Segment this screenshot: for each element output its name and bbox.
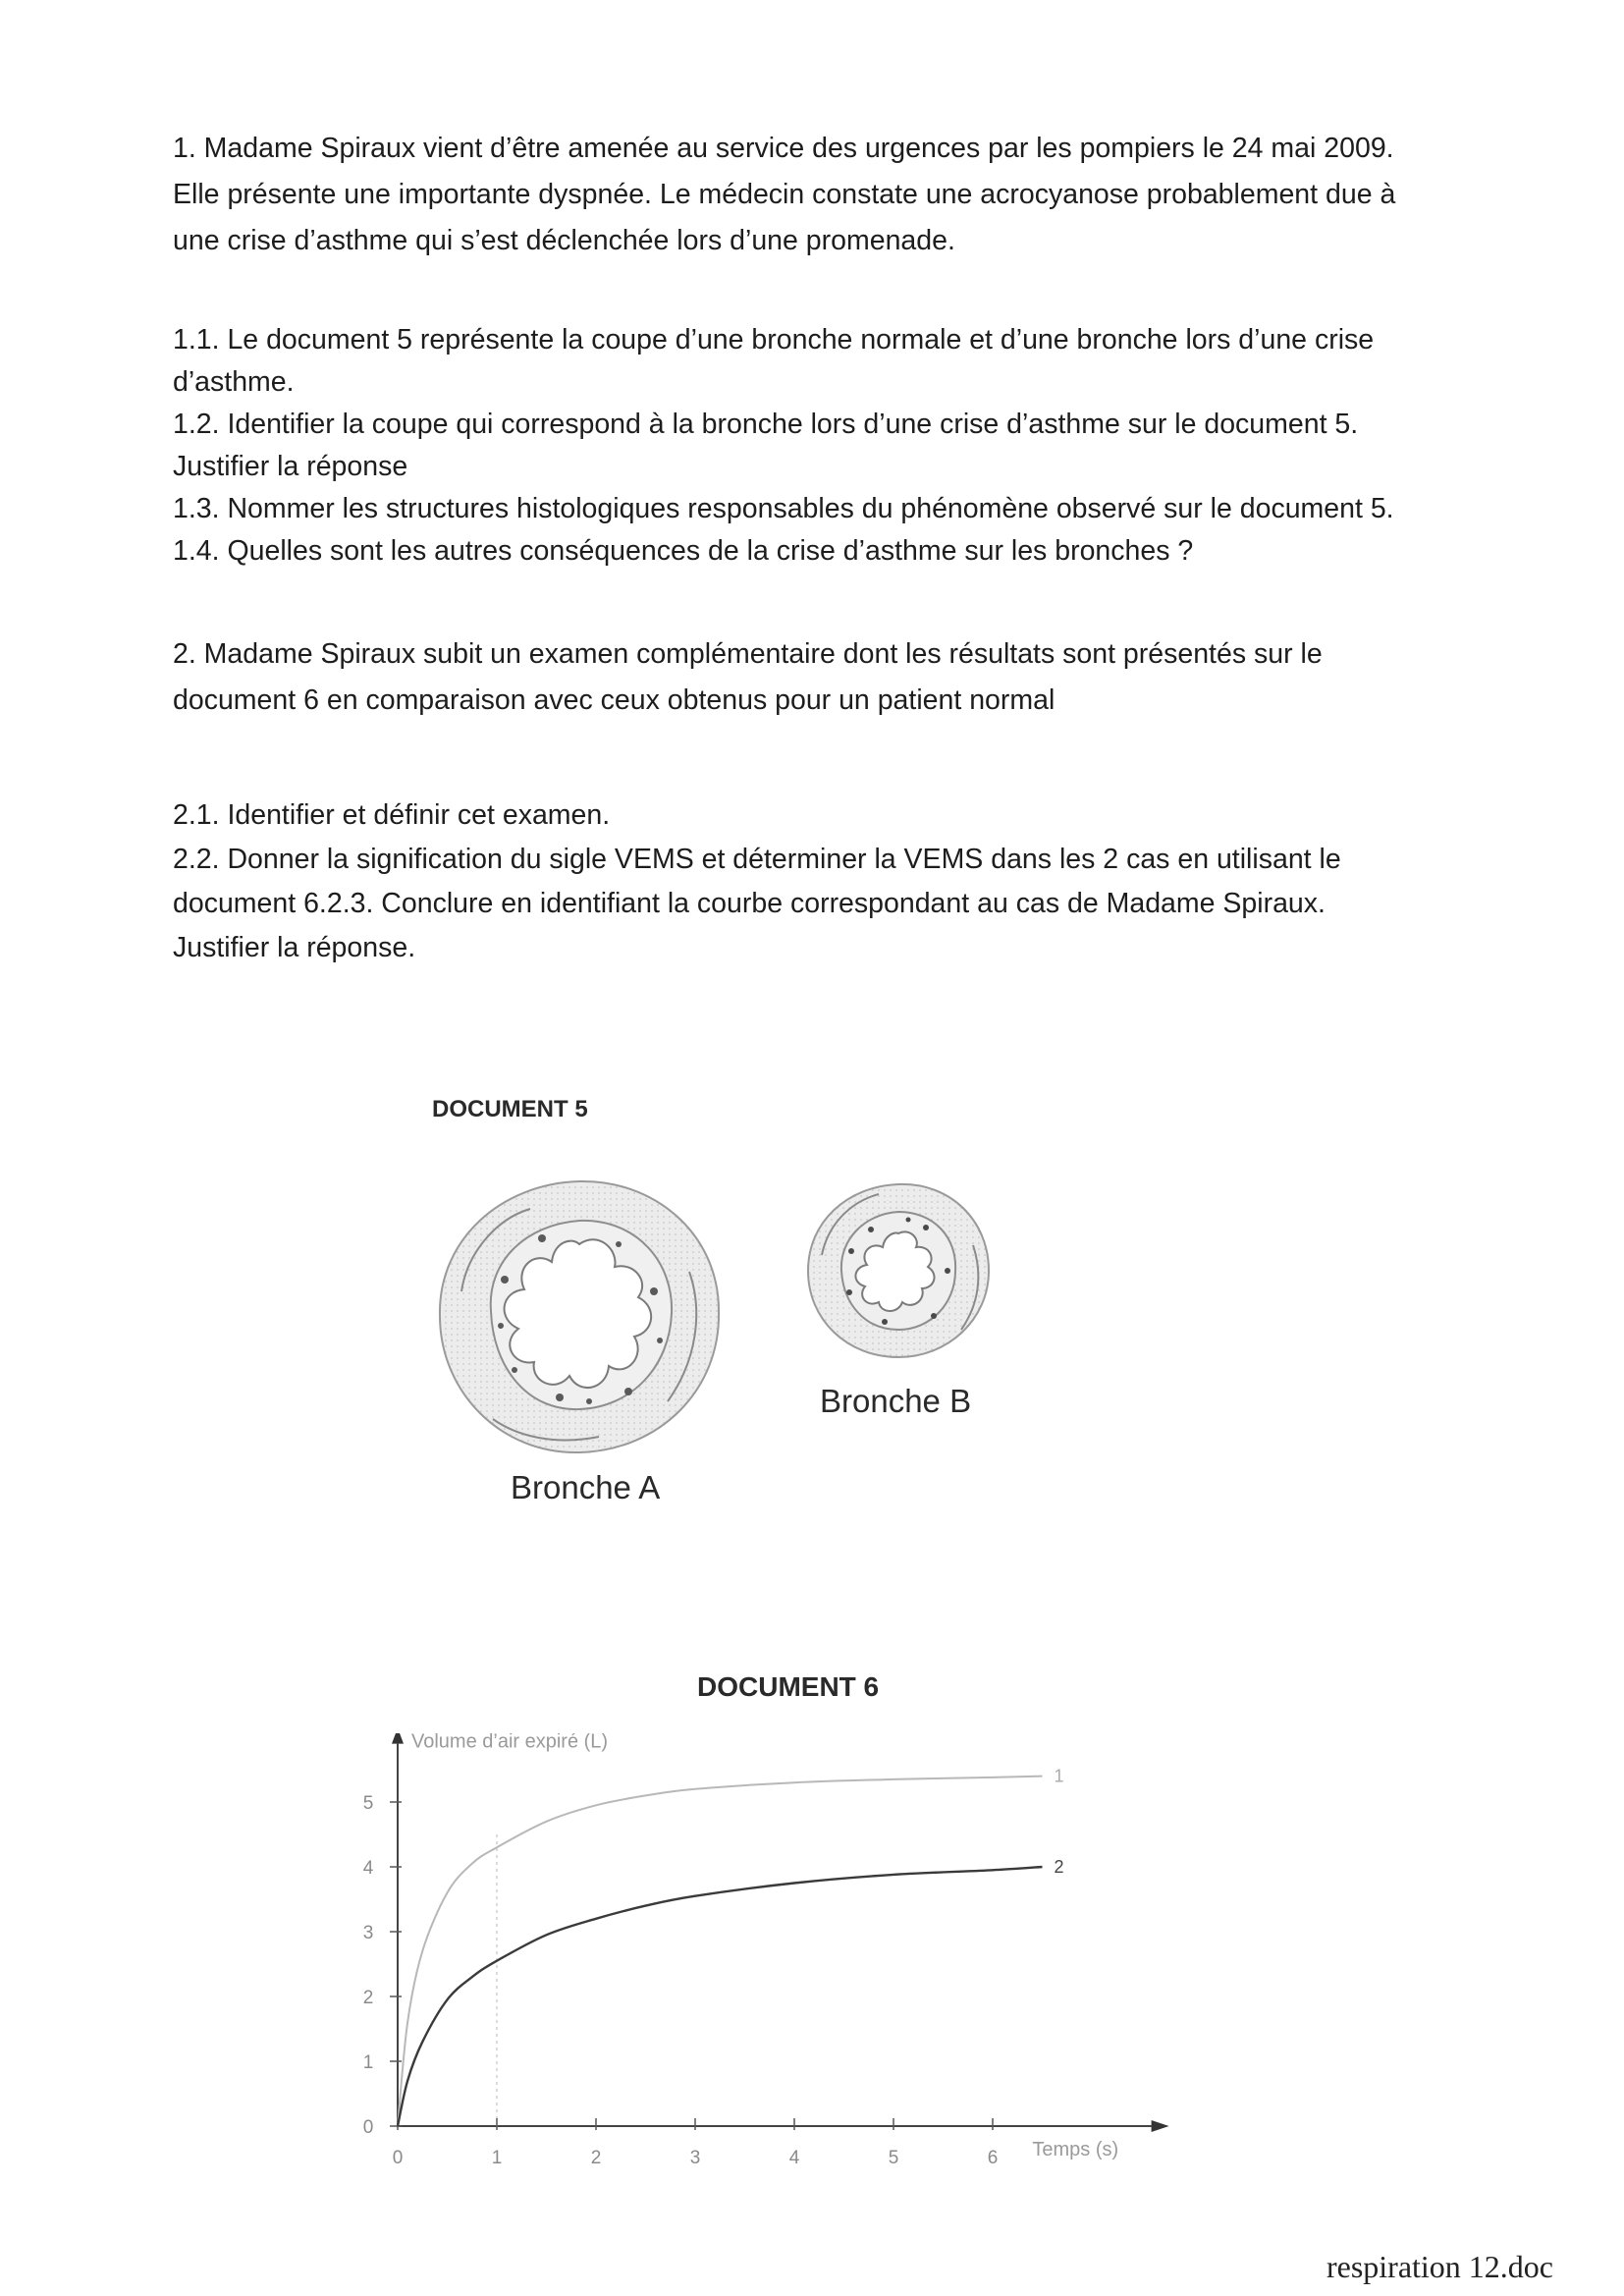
x-tick-label: 5 bbox=[888, 2148, 899, 2168]
question-2-line: 2. Madame Spiraux subit un examen complémentaire dont les résultats sont présentés sur le bbox=[173, 638, 1323, 670]
bronche-b-illustration bbox=[800, 1176, 997, 1363]
y-axis-arrow bbox=[392, 1733, 404, 1744]
x-tick-label: 0 bbox=[392, 2148, 404, 2168]
document-5-title: DOCUMENT 5 bbox=[432, 1096, 588, 1122]
question-1-line: 1. Madame Spiraux vient d’être amenée au service des urgences par les pompiers le 24 mai 2009. bbox=[173, 133, 1394, 164]
bronche-a-label: Bronche A bbox=[511, 1469, 661, 1505]
subquestion-line: 1.3. Nommer les structures histologiques responsables du phénomène observé sur le document 5. bbox=[173, 493, 1394, 524]
y-tick-label: 0 bbox=[362, 2117, 374, 2138]
question-1 bbox=[173, 126, 1538, 264]
series-2-line bbox=[398, 1867, 1043, 2126]
y-tick-label: 1 bbox=[362, 2052, 374, 2073]
subquestion-line: document 6.2.3. Conclure en identifiant la courbe correspondant au cas de Madame Spiraux. bbox=[173, 888, 1326, 919]
x-tick-label: 2 bbox=[590, 2148, 602, 2168]
y-tick-label: 3 bbox=[362, 1923, 374, 1943]
subquestion-line: 2.2. Donner la signification du sigle VEMS et déterminer la VEMS dans les 2 cas en utilisant le bbox=[173, 844, 1341, 875]
question-1-subquestions bbox=[173, 319, 1538, 573]
y-tick-label: 2 bbox=[362, 1988, 374, 2008]
subquestion-line: 1.2. Identifier la coupe qui correspond à la bronche lors d’une crise d’asthme sur le document 5. bbox=[173, 409, 1359, 440]
subquestion-line: 1.1. Le document 5 représente la coupe d’une bronche normale et d’une bronche lors d’une crise bbox=[173, 324, 1375, 355]
subquestion-line: 2.1. Identifier et définir cet examen. bbox=[173, 799, 611, 831]
series-1-label: 1 bbox=[1054, 1766, 1064, 1786]
x-tick-label: 3 bbox=[689, 2148, 701, 2168]
y-tick-label: 4 bbox=[362, 1858, 374, 1879]
footer-filename: respiration 12.doc bbox=[1326, 2249, 1553, 2284]
x-axis-label: Temps (s) bbox=[1032, 2139, 1119, 2160]
spirometry-chart bbox=[334, 1733, 1178, 2185]
question-1-line: Elle présente une importante dyspnée. Le médecin constate une acrocyanose probablement due à bbox=[173, 179, 1396, 210]
series-2-label: 2 bbox=[1054, 1857, 1064, 1877]
y-axis-label: Volume d’air expiré (L) bbox=[411, 1733, 609, 1753]
x-axis-arrow bbox=[1152, 2120, 1169, 2132]
subquestion-line: Justifier la réponse bbox=[173, 451, 408, 482]
subquestion-line: 1.4. Quelles sont les autres conséquences de la crise d’asthme sur les bronches ? bbox=[173, 535, 1194, 567]
bronche-a-illustration bbox=[432, 1174, 727, 1458]
question-1-line: une crise d’asthme qui s’est déclenchée lors d’une promenade. bbox=[173, 225, 955, 256]
question-2 bbox=[173, 631, 1538, 724]
subquestion-line: d’asthme. bbox=[173, 366, 295, 398]
series-1-line bbox=[398, 1777, 1043, 2126]
x-tick-label: 1 bbox=[491, 2148, 503, 2168]
y-tick-label: 5 bbox=[362, 1793, 374, 1814]
bronche-b-label: Bronche B bbox=[820, 1383, 972, 1419]
question-2-line: document 6 en comparaison avec ceux obtenus pour un patient normal bbox=[173, 684, 1056, 716]
document-6-title: DOCUMENT 6 bbox=[697, 1671, 880, 1702]
subquestion-line: Justifier la réponse. bbox=[173, 932, 416, 963]
x-tick-label: 6 bbox=[987, 2148, 999, 2168]
question-2-subquestions bbox=[173, 793, 1538, 970]
x-tick-label: 4 bbox=[788, 2148, 800, 2168]
